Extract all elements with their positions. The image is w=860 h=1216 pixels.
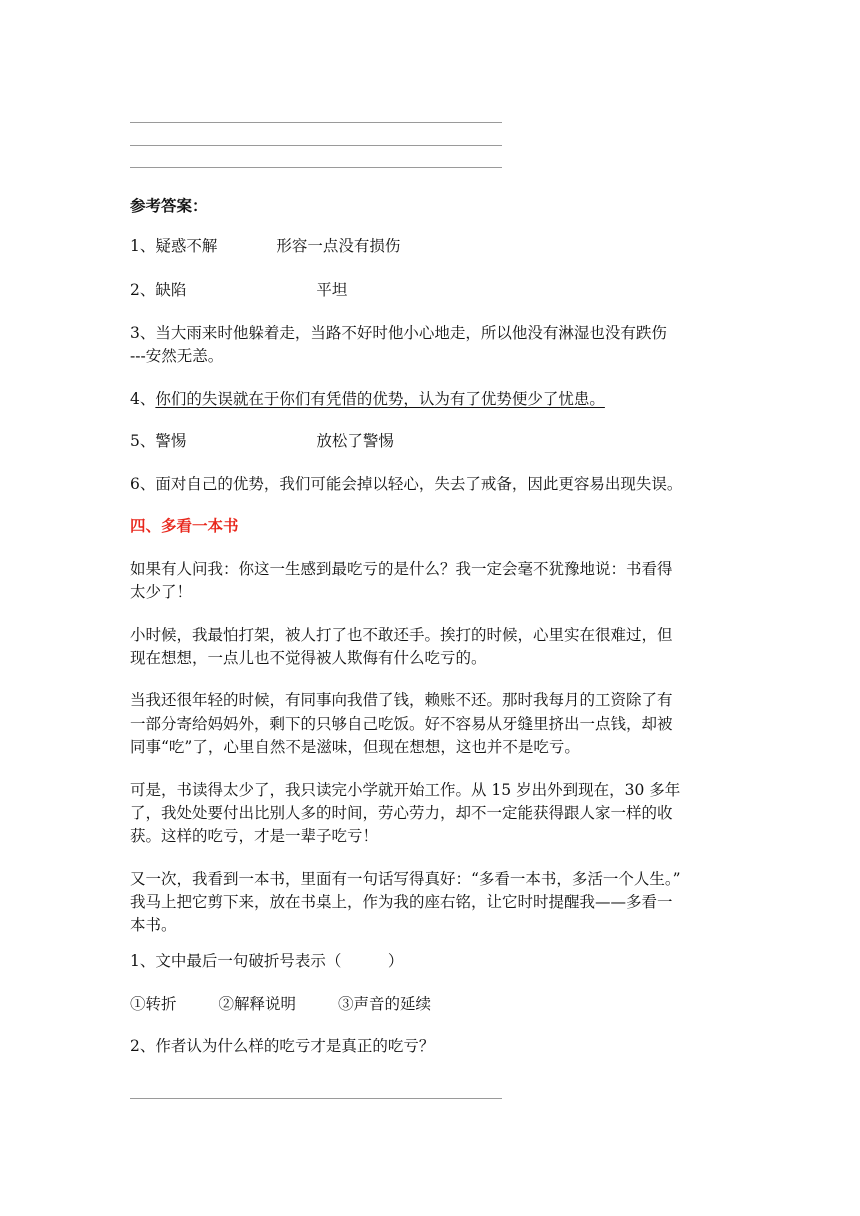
question-1-options — [130, 994, 431, 1014]
paragraph-2-line: 现在想想，一点儿也不觉得被人欺侮有什么吃亏的。 — [130, 649, 487, 667]
question-1: 1、文中最后一句破折号表示（ ） — [130, 952, 404, 970]
paragraph-3-line: 一部分寄给妈妈外，剩下的只够自己吃饭。好不容易从牙缝里挤出一点钱，却被 — [130, 715, 673, 733]
answer-4 — [130, 389, 605, 409]
paragraph-4-line: 了，我处处要付出比别人多的时间，劳心劳力，却不一定能获得跟人家一样的收 — [130, 804, 673, 822]
answer-5 — [130, 431, 394, 451]
answer-blank-line — [130, 1098, 502, 1099]
paragraph-5-line: 我马上把它剪下来，放在书桌上，作为我的座右铭，让它时时提醒我——多看一 — [130, 893, 673, 911]
paragraph-5-line: 本书。 — [130, 916, 177, 934]
answer-5-number: 5、 — [130, 432, 156, 450]
answer-1 — [130, 236, 400, 256]
answer-4-number: 4、 — [130, 390, 156, 408]
answer-1-right: 形容一点没有损伤 — [276, 237, 401, 255]
paragraph-5-line: 又一次，我看到一本书，里面有一句话写得真好：“多看一本书，多活一个人生。” — [130, 870, 681, 888]
answer-4-text: 你们的失误就在于你们有凭借的优势，认为有了优势便少了忧患。 — [155, 390, 605, 408]
answer-5-left: 警惕 — [155, 432, 187, 450]
paragraph-3-line: 同事“吃”了，心里自然不是滋味，但现在想想，这也并不是吃亏。 — [130, 738, 580, 756]
paragraph-4-line: 获。这样的吃亏，才是一辈子吃亏！ — [130, 827, 379, 845]
paragraph-1-line: 如果有人问我：你这一生感到最吃亏的是什么？我一定会毫不犹豫地说：书看得 — [130, 560, 673, 578]
answer-2 — [130, 280, 347, 300]
answers-heading: 参考答案： — [130, 196, 208, 215]
answer-blank-line — [130, 167, 502, 168]
section-heading: 四、多看一本书 — [130, 516, 239, 535]
answer-blank-line — [130, 145, 502, 146]
document-page — [130, 0, 730, 1216]
answer-2-left: 缺陷 — [155, 281, 187, 299]
paragraph-1-line: 太少了！ — [130, 583, 193, 601]
answer-1-number: 1、 — [130, 237, 156, 255]
answer-6: 6、面对自己的优势，我们可能会掉以轻心，失去了戒备，因此更容易出现失误。 — [130, 475, 683, 493]
option-1: ①转折 — [130, 995, 177, 1013]
paragraph-3-line: 当我还很年轻的时候，有同事向我借了钱，赖账不还。那时我每月的工资除了有 — [130, 691, 673, 709]
answer-2-right: 平坦 — [316, 281, 348, 299]
question-2: 2、作者认为什么样的吃亏才是真正的吃亏？ — [130, 1037, 435, 1055]
answer-2-number: 2、 — [130, 281, 156, 299]
answer-blank-line — [130, 122, 502, 123]
answer-3-line-1: 3、当大雨来时他躲着走，当路不好时他小心地走，所以他没有淋湿也没有跌伤 — [130, 324, 667, 342]
option-3: ③声音的延续 — [338, 995, 432, 1013]
option-2: ②解释说明 — [218, 995, 297, 1013]
answer-1-left: 疑惑不解 — [155, 237, 218, 255]
paragraph-4-line: 可是，书读得太少了，我只读完小学就开始工作。从 15 岁出外到现在，30 多年 — [130, 781, 681, 799]
paragraph-2-line: 小时候，我最怕打架，被人打了也不敢还手。挨打的时候，心里实在很难过，但 — [130, 626, 673, 644]
answer-5-right: 放松了警惕 — [316, 432, 394, 450]
answer-3-line-2: ---安然无恙。 — [130, 347, 224, 365]
